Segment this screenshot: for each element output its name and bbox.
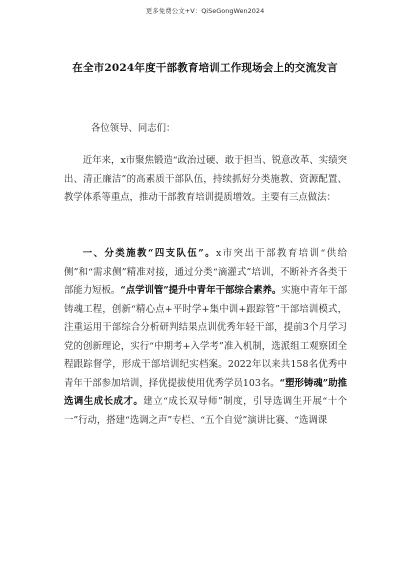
point-one-subhead-selected-graduates: “塑形铸魂”助推选调生成长成才。	[64, 377, 347, 407]
point-one-text: x市突出干部教育培训“供给侧”和“需求侧”精准对接，通过分类“滴灌式”培训，不断补齐各类干部能力短板。	[64, 248, 347, 296]
point-one-graduates-text: 建立“成长双导师”制度，引导选调生开展“十个一”行动，搭建“选调之声”专栏、“五个自觉”演讲比赛、“选调课	[64, 396, 347, 426]
point-one-heading: 一、分类施教“四支队伍”。	[82, 248, 216, 259]
point-one-paragraph	[64, 245, 347, 430]
header-note: 更多免费公文+V：QiSeGongWen2024	[145, 7, 265, 15]
document-title: 在全市2024年度干部教育培训工作现场会上的交流发言	[72, 62, 338, 74]
intro-paragraph: 近年来，x市聚焦锻造“政治过硬、敢于担当、锐意改革、实绩突出、清正廉洁”的高素质干部队伍，持续抓好分类施教、资源配置、教学体系等重点，推动干部教育培训提质增效。主要有三点做法：	[64, 155, 347, 203]
salutation: 各位领导、同志们：	[91, 123, 176, 134]
point-one-subhead-youth: “点学训管”提升中青年干部综合素养。	[120, 285, 282, 296]
point-one-youth-text: 实施中青年干部铸魂工程，创新“精心点+平时学+集中训+跟踪管”干部培训模式，注重运用干部综合分析研判结果点训优秀年轻干部，提前3个月学习党的创新理论，实行“中期考+入学考”准入机制，选派组工观察团全程跟踪督学，形成干部培训纪实档案。2022年以来共158名优秀中青年干部参加培训，择优提拔使用优秀学员103名。	[64, 285, 347, 389]
